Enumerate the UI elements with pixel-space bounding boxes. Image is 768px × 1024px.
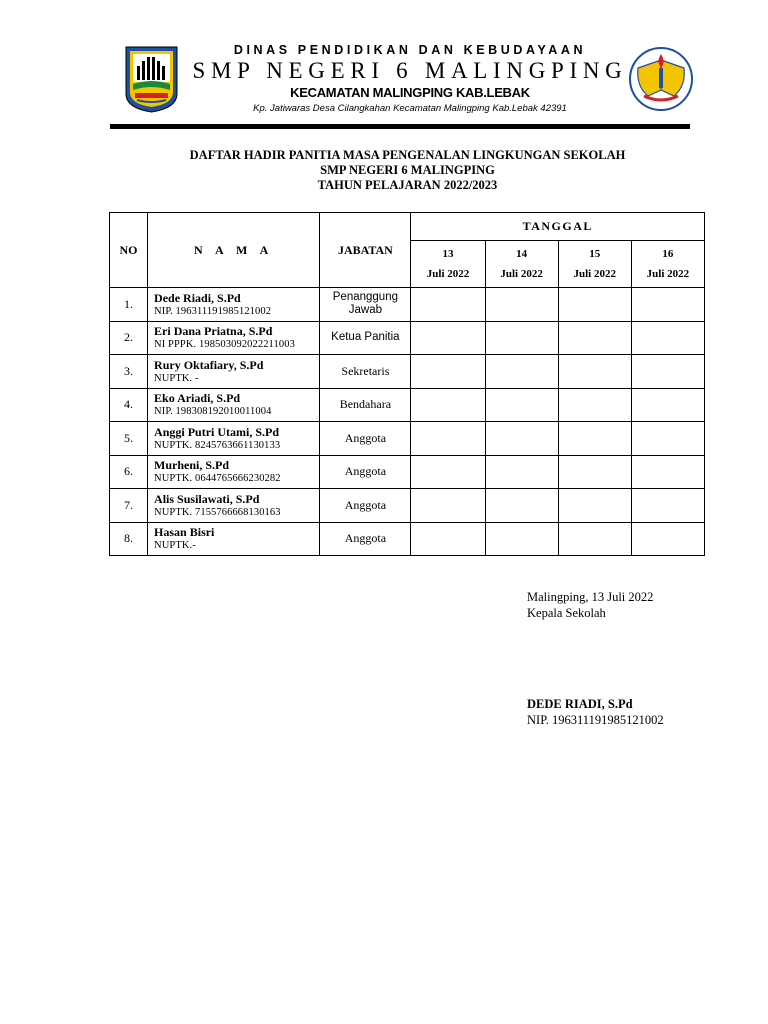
member-role: Anggota bbox=[320, 522, 411, 556]
table-header-row bbox=[110, 213, 705, 241]
row-number: 7. bbox=[110, 489, 148, 523]
document-title bbox=[110, 148, 705, 193]
member-role: Sekretaris bbox=[320, 355, 411, 389]
table-row bbox=[110, 455, 705, 489]
member-name: Eko Ariadi, S.Pd bbox=[154, 391, 241, 406]
member-id: NIP. 196311191985121002 bbox=[154, 305, 272, 317]
signature-cell[interactable] bbox=[411, 321, 485, 355]
signature-cell[interactable] bbox=[485, 388, 558, 422]
member-cell bbox=[148, 355, 320, 389]
signatory-name: DEDE RIADI, S.Pd bbox=[527, 697, 633, 711]
signature-cell[interactable] bbox=[485, 455, 558, 489]
signature-cell[interactable] bbox=[558, 455, 631, 489]
signature-cell[interactable] bbox=[631, 422, 704, 456]
attendance-table bbox=[109, 212, 705, 556]
member-cell bbox=[148, 321, 320, 355]
signature-place-date: Malingping, 13 Juli 2022 bbox=[527, 590, 654, 604]
title-line-3: TAHUN PELAJARAN 2022/2023 bbox=[317, 178, 498, 192]
letterhead-divider bbox=[110, 124, 690, 129]
signature-cell[interactable] bbox=[631, 388, 704, 422]
signature-cell[interactable] bbox=[485, 321, 558, 355]
signature-cell[interactable] bbox=[558, 422, 631, 456]
member-name: Murheni, S.Pd bbox=[154, 458, 230, 473]
title-line-2: SMP NEGERI 6 MALINGPING bbox=[320, 163, 495, 177]
signature-cell[interactable] bbox=[558, 388, 631, 422]
date-header: 16 Juli 2022 bbox=[631, 241, 704, 288]
member-name: Alis Susilawati, S.Pd bbox=[154, 491, 260, 506]
signature-cell[interactable] bbox=[631, 489, 704, 523]
tut-wuri-handayani-logo-icon bbox=[628, 46, 694, 112]
member-id: NUPTK. 0644765666230282 bbox=[154, 473, 281, 485]
title-line-1: DAFTAR HADIR PANITIA MASA PENGENALAN LINGKUNGAN SEKOLAH bbox=[189, 148, 626, 162]
row-number: 1. bbox=[110, 288, 148, 322]
row-number: 5. bbox=[110, 422, 148, 456]
signature-cell[interactable] bbox=[558, 288, 631, 322]
signature-cell[interactable] bbox=[631, 288, 704, 322]
table-row bbox=[110, 489, 705, 523]
row-number: 3. bbox=[110, 355, 148, 389]
signature-cell[interactable] bbox=[631, 455, 704, 489]
signature-cell[interactable] bbox=[411, 288, 485, 322]
member-cell bbox=[148, 388, 320, 422]
signature-cell[interactable] bbox=[411, 422, 485, 456]
member-role: Anggota bbox=[320, 422, 411, 456]
row-number: 2. bbox=[110, 321, 148, 355]
member-name: Eri Dana Priatna, S.Pd bbox=[154, 324, 273, 339]
table-row bbox=[110, 422, 705, 456]
member-id: NI PPPK. 198503092022211003 bbox=[154, 339, 295, 351]
column-header-jabatan: JABATAN bbox=[320, 213, 411, 288]
row-number: 6. bbox=[110, 455, 148, 489]
signature-cell[interactable] bbox=[631, 522, 704, 556]
signature-cell[interactable] bbox=[485, 422, 558, 456]
member-role: Anggota bbox=[320, 489, 411, 523]
member-role: Penanggung Jawab bbox=[320, 288, 411, 322]
signature-cell[interactable] bbox=[411, 355, 485, 389]
row-number: 4. bbox=[110, 388, 148, 422]
member-role: Ketua Panitia bbox=[320, 321, 411, 355]
date-header: 14 Juli 2022 bbox=[485, 241, 558, 288]
signatory-nip: NIP. 196311191985121002 bbox=[527, 713, 664, 727]
member-name: Rury Oktafiary, S.Pd bbox=[154, 357, 264, 372]
member-cell bbox=[148, 489, 320, 523]
signature-cell[interactable] bbox=[485, 489, 558, 523]
column-header-nama: N A M A bbox=[148, 213, 320, 288]
table-row bbox=[110, 355, 705, 389]
member-name: Hasan Bisri bbox=[154, 525, 215, 540]
date-header: 13 Juli 2022 bbox=[411, 241, 485, 288]
member-id: NUPTK.- bbox=[154, 540, 196, 552]
school-address: Kp. Jatiwaras Desa Cilangkahan Kecamatan Malingping Kab.Lebak 42391 bbox=[253, 103, 567, 114]
date-header: 15 Juli 2022 bbox=[558, 241, 631, 288]
signature-cell[interactable] bbox=[411, 388, 485, 422]
signature-cell[interactable] bbox=[558, 355, 631, 389]
agency-name: DINAS PENDIDIKAN DAN KEBUDAYAAN bbox=[233, 43, 587, 57]
member-cell bbox=[148, 455, 320, 489]
district-name: KECAMATAN MALINGPING KAB.LEBAK bbox=[290, 85, 530, 100]
row-number: 8. bbox=[110, 522, 148, 556]
signature-cell[interactable] bbox=[411, 455, 485, 489]
table-row bbox=[110, 321, 705, 355]
member-cell bbox=[148, 422, 320, 456]
member-name: Anggi Putri Utami, S.Pd bbox=[154, 424, 280, 439]
member-role: Bendahara bbox=[320, 388, 411, 422]
signature-cell[interactable] bbox=[485, 522, 558, 556]
table-row bbox=[110, 522, 705, 556]
signature-cell[interactable] bbox=[485, 288, 558, 322]
signature-cell[interactable] bbox=[558, 321, 631, 355]
signature-cell[interactable] bbox=[558, 489, 631, 523]
member-id: NUPTK. 7155766668130163 bbox=[154, 506, 281, 518]
signature-cell[interactable] bbox=[411, 489, 485, 523]
member-cell bbox=[148, 288, 320, 322]
column-header-tanggal: TANGGAL bbox=[411, 213, 705, 241]
lebak-regency-logo-icon bbox=[123, 44, 180, 114]
member-cell bbox=[148, 522, 320, 556]
signature-cell[interactable] bbox=[631, 355, 704, 389]
school-name: SMP NEGERI 6 MALINGPING bbox=[192, 58, 628, 83]
table-row bbox=[110, 388, 705, 422]
signature-cell[interactable] bbox=[411, 522, 485, 556]
member-name: Dede Riadi, S.Pd bbox=[154, 290, 241, 305]
signature-role: Kepala Sekolah bbox=[527, 606, 606, 620]
table-row bbox=[110, 288, 705, 322]
signature-cell[interactable] bbox=[485, 355, 558, 389]
signature-cell[interactable] bbox=[558, 522, 631, 556]
member-role: Anggota bbox=[320, 455, 411, 489]
column-header-no: NO bbox=[110, 213, 148, 288]
member-id: NUPTK. - bbox=[154, 372, 199, 384]
signature-cell[interactable] bbox=[631, 321, 704, 355]
member-id: NUPTK. 8245763661130133 bbox=[154, 439, 281, 451]
member-id: NIP. 198308192010011004 bbox=[154, 406, 272, 418]
